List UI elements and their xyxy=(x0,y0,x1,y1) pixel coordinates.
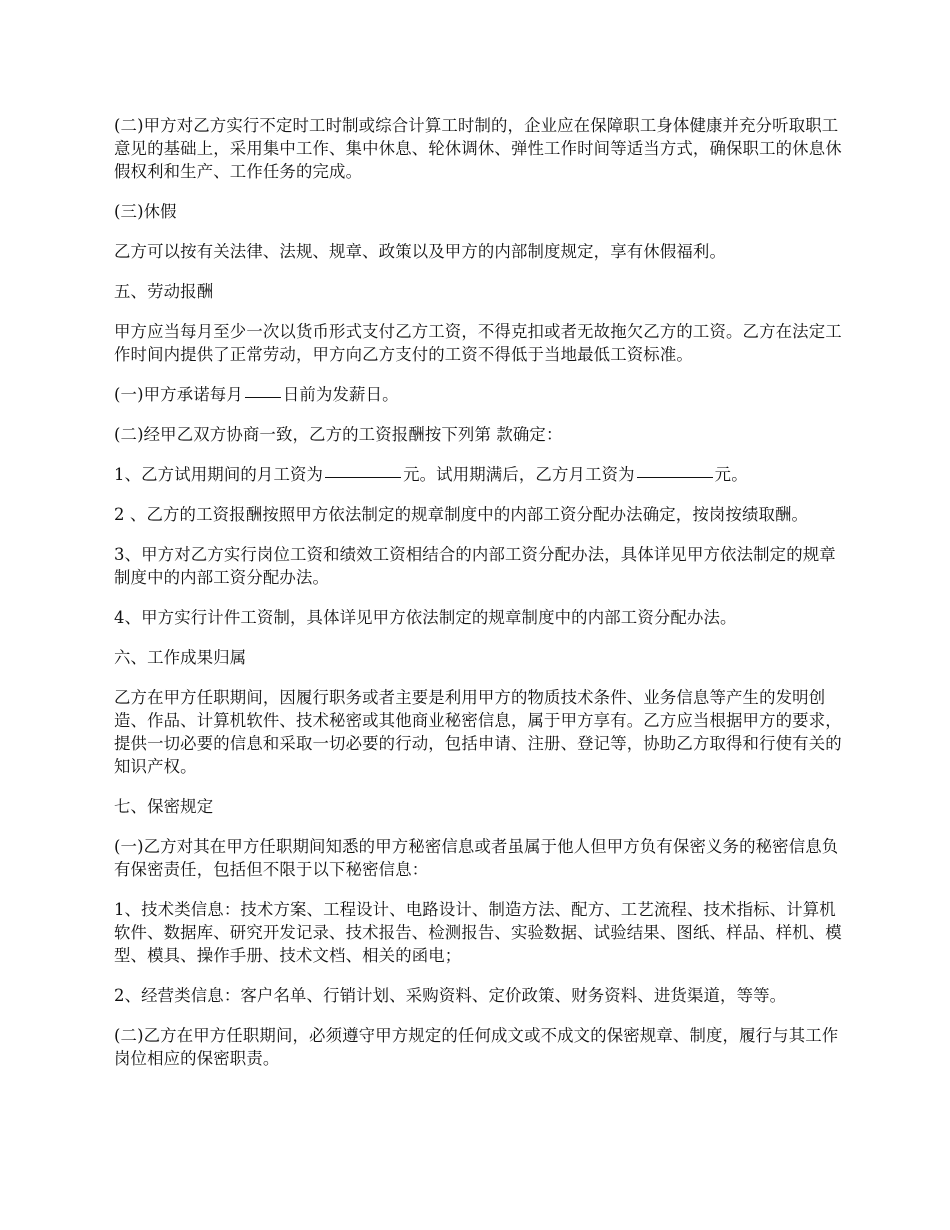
paragraph-wage-option-3: 3、甲方对乙方实行岗位工资和绩效工资相结合的内部工资分配办法，具体详见甲方依法制定的规章制度中的内部工资分配办法。 xyxy=(114,545,836,587)
probation-wage-blank-line xyxy=(325,476,401,478)
paragraph-technical-info: 1、技术类信息：技术方案、工程设计、电路设计、制造方法、配方、工艺流程、技术指标、计算机软件、数据库、研究开发记录、技术报告、检测报告、实验数据、试验结果、图纸、样品、样机、模型、模具、操作手册、技术文档、相关的函电； xyxy=(114,900,842,965)
paragraph-wage-option-2: 2 、乙方的工资报酬按照甲方依法制定的规章制度中的内部工资分配办法确定，按岗按绩取酬。 xyxy=(114,505,809,524)
section-heading-work-results: 六、工作成果归属 xyxy=(114,648,247,667)
section-heading-remuneration: 五、劳动报酬 xyxy=(114,282,214,301)
document-body xyxy=(114,114,844,1087)
probation-text-2: 元。试用期满后，乙方月工资为 xyxy=(403,465,635,484)
heading-vacation: (三)休假 xyxy=(114,202,177,221)
paragraph-working-hours-system: (二)甲方对乙方实行不定时工时制或综合计算工时制的，企业应在保障职工身体健康并充分听取职工意见的基础上，采用集中工作、集中休息、轮休调休、弹性工作时间等适当方式，确保职工的休息休假权利和生产、工作任务的完成。 xyxy=(114,116,842,181)
payday-blank-line xyxy=(245,396,281,398)
probation-text-1: 1、乙方试用期间的月工资为 xyxy=(114,465,324,484)
paragraph-wage-option-4: 4、甲方实行计件工资制，具体详见甲方依法制定的规章制度中的内部工资分配办法。 xyxy=(114,608,737,627)
section-heading-confidentiality: 七、保密规定 xyxy=(114,797,214,816)
paragraph-wage-payment: 甲方应当每月至少一次以货币形式支付乙方工资，不得克扣或者无故拖欠乙方的工资。乙方在法定工作时间内提供了正常劳动，甲方向乙方支付的工资不得低于当地最低工资标准。 xyxy=(114,322,842,364)
paragraph-wage-method: (二)经甲乙双方协商一致，乙方的工资报酬按下列第 款确定： xyxy=(114,425,563,444)
payday-text-before: (一)甲方承诺每月 xyxy=(114,385,243,404)
paragraph-probation-wage xyxy=(114,463,844,486)
regular-wage-blank-line xyxy=(637,476,713,478)
payday-text-after: 日前为发薪日。 xyxy=(282,385,399,404)
paragraph-vacation-benefits: 乙方可以按有关法律、法规、规章、政策以及甲方的内部制度规定，享有休假福利。 xyxy=(114,242,727,261)
paragraph-confidentiality-scope: (一)乙方对其在甲方任职期间知悉的甲方秘密信息或者虽属于他人但甲方负有保密义务的秘密信息负有保密责任，包括但不限于以下秘密信息： xyxy=(114,837,839,879)
paragraph-payday xyxy=(114,383,844,406)
paragraph-work-results-ownership: 乙方在甲方任职期间，因履行职务或者主要是利用甲方的物质技术条件、业务信息等产生的发明创造、作品、计算机软件、技术秘密或其他商业秘密信息，属于甲方享有。乙方应当根据甲方的要求，提供一切必要的信息和采取一切必要的行动，包括申请、注册、登记等，协助乙方取得和行使有关的知识产权。 xyxy=(114,688,842,776)
probation-text-3: 元。 xyxy=(714,465,748,484)
paragraph-confidentiality-duty: (二)乙方在甲方任职期间，必须遵守甲方规定的任何成文或不成文的保密规章、制度，履行与其工作岗位相应的保密职责。 xyxy=(114,1026,839,1068)
paragraph-business-info: 2、经营类信息：客户名单、行销计划、采购资料、定价政策、财务资料、进货渠道，等等。 xyxy=(114,986,787,1005)
